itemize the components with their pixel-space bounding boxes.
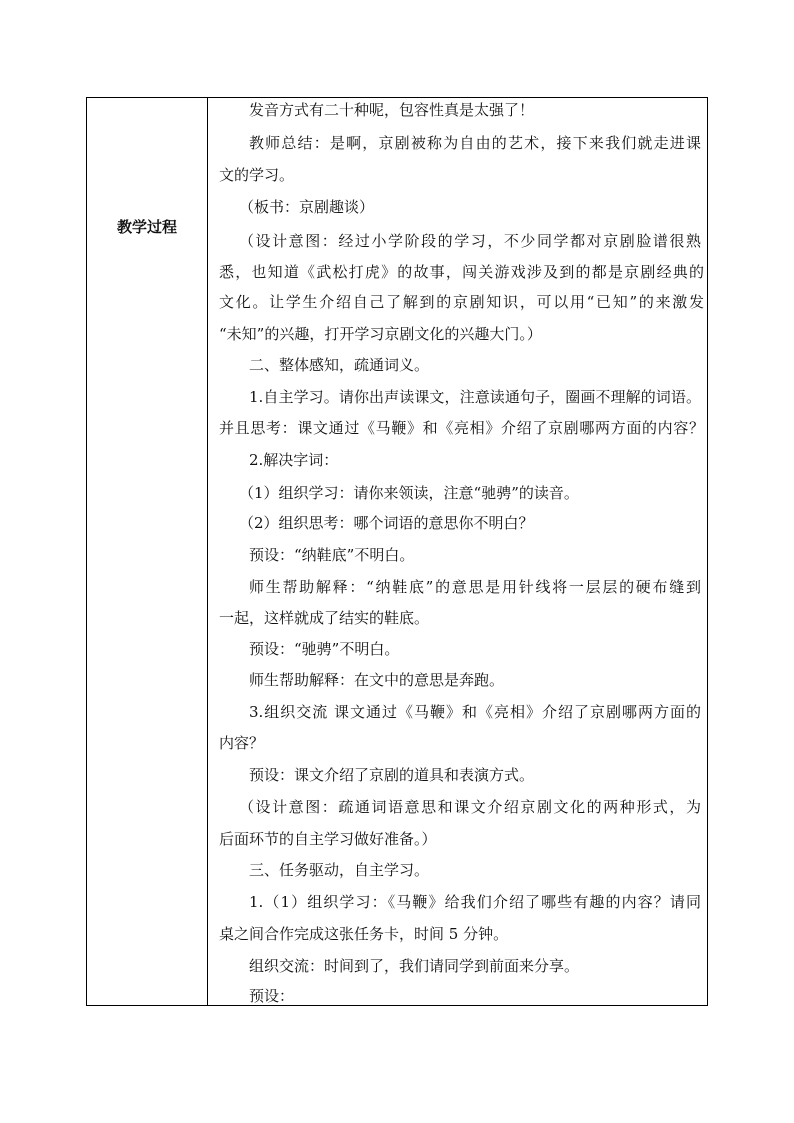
- content-line: 内容？: [219, 734, 265, 752]
- column-divider: [207, 98, 208, 1005]
- section-label-teaching-process: 教学过程: [116, 218, 177, 236]
- content-line: 发音方式有二十种呢，包容性真是太强了！: [249, 101, 535, 119]
- content-line: 师生帮助解释：在文中的意思是奔跑。: [249, 671, 505, 689]
- content-line: 1.（1）组织学习：《马鞭》给我们介绍了哪些有趣的内容？请同: [249, 893, 701, 911]
- content-line: （板书：京剧趣谈）: [239, 198, 375, 216]
- content-line: 预设：课文介绍了京剧的道具和表演方式。: [249, 766, 535, 784]
- content-line: 2.解决字词：: [249, 451, 339, 469]
- lesson-plan-table: [86, 97, 708, 1006]
- content-line: 预设：: [249, 987, 295, 1005]
- content-line: 一起，这样就成了结实的鞋底。: [219, 609, 430, 627]
- content-line: 三、任务驱动，自主学习。: [249, 861, 430, 879]
- content-line: （设计意图：疏通词语意思和课文介绍京剧文化的两种形式，为: [239, 798, 701, 816]
- content-line: 后面环节的自主学习做好准备。）: [219, 830, 437, 848]
- content-line: “未知”的兴趣，打开学习京剧文化的兴趣大门。）: [219, 325, 542, 343]
- content-line: 师生帮助解释：“纳鞋底”的意思是用针线将一层层的硬布缝到: [249, 578, 701, 596]
- content-line: 3.组织交流 课文通过《马鞭》和《亮相》介绍了京剧哪两方面的: [249, 703, 701, 721]
- content-line: 预设：“驰骋”不明白。: [249, 640, 400, 658]
- content-line: 桌之间合作完成这张任务卡，时间 5 分钟。: [219, 925, 509, 943]
- content-line: （2）组织思考：哪个词语的意思你不明白？: [239, 514, 534, 532]
- content-line: （1）组织学习：请你来领读，注意“驰骋”的读音。: [239, 484, 579, 502]
- content-line: 教师总结：是啊，京剧被称为自由的艺术，接下来我们就走进课: [249, 134, 701, 152]
- content-line: 1.自主学习。请你出声读课文，注意读通句子，圈画不理解的词语。: [249, 388, 701, 406]
- content-line: （设计意图：经过小学阶段的学习，不少同学都对京剧脸谱很熟: [239, 232, 701, 250]
- content-line: 文的学习。: [219, 166, 295, 184]
- content-line: 并且思考：课文通过《马鞭》和《亮相》介绍了京剧哪两方面的内容？: [219, 419, 704, 437]
- content-line: 悉，也知道《武松打虎》的故事，闯关游戏涉及到的都是京剧经典的: [219, 263, 704, 281]
- content-line: 二、整体感知，疏通词义。: [249, 356, 430, 374]
- content-line: 组织交流：时间到了，我们请同学到前面来分享。: [249, 957, 580, 975]
- content-line: 文化。让学生介绍自己了解到的京剧知识，可以用“已知”的来激发: [219, 293, 704, 311]
- content-line: 预设：“纳鞋底”不明白。: [249, 546, 415, 564]
